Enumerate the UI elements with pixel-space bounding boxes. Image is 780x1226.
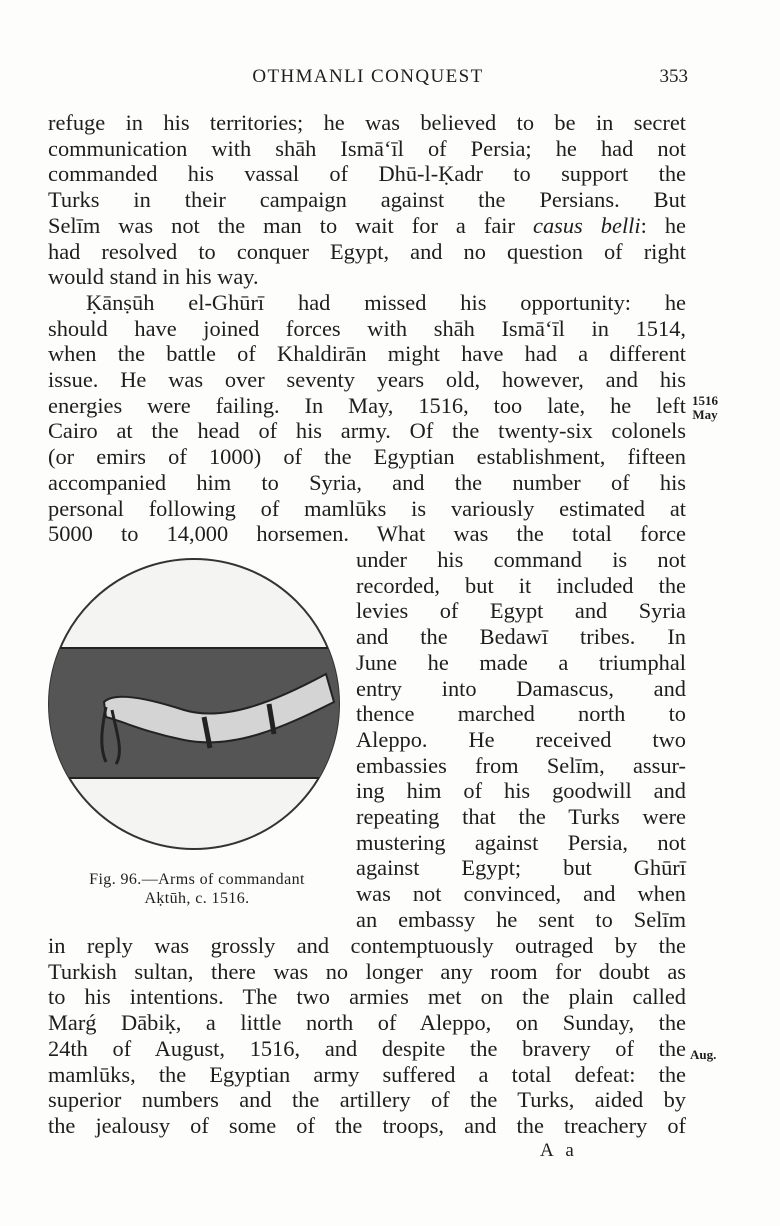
text-line: and the Bedawī tribes. In <box>356 624 686 650</box>
text-line: when the battle of Khaldirān might have had a different <box>48 341 686 367</box>
text-line: mamlūks, the Egyptian army suffered a total defeat: the <box>48 1061 686 1087</box>
caption-line: Aḳtūh, c. 1516. <box>144 890 250 907</box>
running-title: OTHMANLI CONQUEST <box>252 66 484 87</box>
text-line: Cairo at the head of his army. Of the twenty-six colonels <box>48 418 686 444</box>
text-line: Marǵ Dābiḳ, a little north of Aleppo, on Sunday, the <box>48 1010 686 1036</box>
text-line: would stand in his way. <box>48 264 259 290</box>
body-text-wrapped <box>356 547 686 933</box>
text-line: embassies from Selīm, assur- <box>356 752 686 778</box>
text-line: was not convinced, and when <box>356 881 686 907</box>
text-line: refuge in his territories; he was believed to be in secret <box>48 110 686 135</box>
text-line: Turks in their campaign against the Persians. But <box>48 187 686 213</box>
margin-note-month: May <box>692 407 718 422</box>
signature-mark: A a <box>540 1140 578 1161</box>
text-line: accompanied him to Syria, and the number of his <box>48 469 686 495</box>
text-line: Aleppo. He received two <box>356 726 686 752</box>
text-line: commanded his vassal of Dhū-l-Ḳadr to support the <box>48 161 686 187</box>
body-text-top <box>48 110 686 547</box>
text-line: against Egypt; but Ghūrī <box>356 855 686 881</box>
text-line: should have joined forces with shāh Ismā‘īl in 1514, <box>48 315 686 341</box>
text-line: an embassy he sent to Selīm <box>356 906 686 932</box>
text-line: ing him of his goodwill and <box>356 778 686 804</box>
margin-note-may <box>692 394 718 422</box>
figure-caption <box>52 870 342 908</box>
text-line: (or emirs of 1000) of the Egyptian establishment, fifteen <box>48 444 686 470</box>
text-line: June he made a triumphal <box>356 649 686 675</box>
text-line: thence marched north to <box>356 701 686 727</box>
text-line: entry into Damascus, and <box>356 675 686 701</box>
text-line: superior numbers and the artillery of the Turks, aided by <box>48 1087 686 1113</box>
text-line: levies of Egypt and Syria <box>356 598 686 624</box>
text-line: 24th of August, 1516, and despite the bravery of the <box>48 1035 686 1061</box>
text-line: repeating that the Turks were <box>356 804 686 830</box>
text-line: under his command is not <box>356 547 686 572</box>
text-line: communication with shāh Ismā‘īl of Persia; he had not <box>48 135 686 161</box>
text-line: personal following of mamlūks is variously estimated at <box>48 495 686 521</box>
margin-note-year: 1516 <box>692 393 718 408</box>
text-line: issue. He was over seventy years old, however, and his <box>48 367 686 393</box>
text-line: the jealousy of some of the troops, and the treachery of <box>48 1112 686 1138</box>
page-number: 353 <box>659 66 688 87</box>
italic-phrase: casus belli <box>533 212 641 238</box>
margin-note-aug: Aug. <box>690 1047 717 1062</box>
text-line: energies were failing. In May, 1516, too late, he left <box>48 392 686 418</box>
text-line: to his intentions. The two armies met on the plain called <box>48 984 686 1010</box>
text-line: Ḳānṣūh el-Ghūrī had missed his opportunity: he <box>86 289 686 315</box>
text-line: recorded, but it included the <box>356 572 686 598</box>
figure-arms-roundel <box>44 552 350 902</box>
text-line: in reply was grossly and contemptuously outraged by the <box>48 933 686 958</box>
text-fragment: : he <box>640 212 686 238</box>
text-line: Turkish sultan, there was no longer any room for doubt as <box>48 958 686 984</box>
caption-line: Fig. 96.—Arms of commandant <box>89 871 305 888</box>
text-line: had resolved to conquer Egypt, and no question of right <box>48 238 686 264</box>
text-line: 5000 to 14,000 horsemen. What was the total force <box>48 521 686 547</box>
body-text-bottom <box>48 933 686 1139</box>
text-line: mustering against Persia, not <box>356 829 686 855</box>
arms-roundel-svg <box>44 552 350 862</box>
page-header <box>48 62 688 96</box>
text-line <box>48 213 686 239</box>
text-fragment: Selīm was not the man to wait for a fair <box>48 212 534 238</box>
